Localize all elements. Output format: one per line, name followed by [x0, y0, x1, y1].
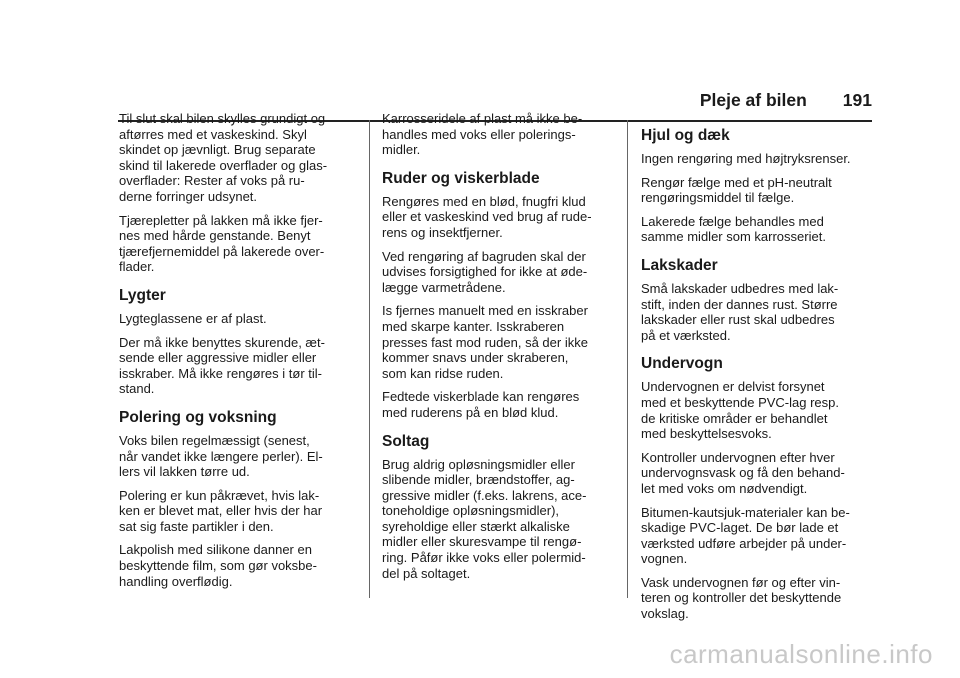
paragraph: Små lakskader udbedres med lak- stift, inden der dannes rust. Større lakskader eller rust skal udbedres på et værksted.: [641, 280, 839, 343]
page-number: 191: [842, 90, 872, 110]
section-heading-polering: Polering og voksning: [119, 408, 277, 426]
section-heading-undervogn: Undervogn: [641, 355, 723, 373]
section-heading-ruder: Ruder og viskerblade: [382, 169, 540, 187]
page-title: Pleje af bilen: [699, 90, 807, 110]
paragraph: Fedtede viskerblade kan rengøres med ruderens på en blød klud.: [382, 389, 580, 420]
column-right: [641, 127, 891, 630]
paragraph: Der må ikke benyttes skurende, æt- sende eller aggressive midler eller isskraber. Må ikke rengøres i tør til- stand.: [119, 334, 325, 397]
paragraph: Ingen rengøring med højtryksrenser.: [641, 151, 851, 166]
paragraph: Ved rengøring af bagruden skal der udvises forsigtighed for ikke at øde- lægge varmetrådene.: [382, 248, 588, 295]
paragraph: Karrosseridele af plast må ikke be- handles med voks eller polerings- midler.: [382, 111, 583, 158]
column-divider: [369, 120, 370, 598]
paragraph: Voks bilen regelmæssigt (senest, når vandet ikke længere perler). El- lers vil lakken tørre ud.: [119, 432, 323, 480]
paragraph: Lygteglassene er af plast.: [119, 310, 267, 326]
section-heading-hjul: Hjul og dæk: [641, 127, 730, 144]
paragraph: Til slut skal bilen skylles grundigt og aftørres med et vaskeskind. Skyl skindet op jævnligt. Brug separate skind til lakerede overflader og glas- overflader: Rester af voks på ru- derne forringer udsynet.: [119, 111, 328, 204]
paragraph: Brug aldrig opløsningsmidler eller slibende midler, brændstoffer, ag- gressive midler (f.eks. lakrens, ace- toneholdige opløsningsmidler), syreholdige eller stærkt alkaliske midler eller skuresvampe til rengø- ring. Påfør ikke voks eller polermid- del på soltaget.: [382, 456, 587, 581]
paragraph: Kontroller undervognen efter hver undervognsvask og få den behand- let med voks om nødvendigt.: [641, 449, 845, 496]
column-divider: [627, 120, 628, 598]
page-header: [700, 90, 872, 111]
column-left: [119, 111, 361, 597]
section-heading-lygter: Lygter: [119, 286, 166, 304]
watermark: carmanualsonline.info: [669, 639, 933, 669]
section-heading-lakskader: Lakskader: [641, 256, 718, 274]
paragraph: Is fjernes manuelt med en isskraber med skarpe kanter. Isskraberen presses fast mod ruden, så der ikke kommer snavs under skraberen, som kan ridse ruden.: [382, 303, 588, 381]
paragraph: Bitumen-kautsjuk-materialer kan be- skadige PVC-laget. De bør lade et værksted udføre arbejder på under- vognen.: [641, 504, 850, 567]
paragraph: Rengør fælge med et pH-neutralt rengøringsmiddel til fælge.: [641, 174, 832, 206]
paragraph: Polering er kun påkrævet, hvis lak- ken er blevet mat, eller hvis der har sat sig faste partikler i den.: [119, 487, 323, 534]
paragraph: Rengøres med en blød, fnugfri klud eller et vaskeskind ved brug af rude- rens og insektfjerner.: [382, 193, 592, 240]
paragraph: Undervognen er delvist forsynet med et beskyttende PVC-lag resp. de kritiske områder er behandlet med beskyttelsesvoks.: [641, 379, 839, 442]
paragraph: Lakerede fælge behandles med samme midler som karrosseriet.: [641, 213, 826, 245]
section-heading-soltag: Soltag: [382, 432, 430, 450]
column-middle: [382, 111, 618, 589]
paragraph: Tjærepletter på lakken må ikke fjer- nes med hårde genstande. Benyt tjærefjernemiddel på lakerede over- flader.: [119, 212, 325, 275]
paragraph: Vask undervognen før og efter vin- teren og kontroller det beskyttende vokslag.: [641, 574, 842, 622]
paragraph: Lakpolish med silikone danner en beskyttende film, som gør voksbe- handling overflødig.: [119, 542, 317, 589]
